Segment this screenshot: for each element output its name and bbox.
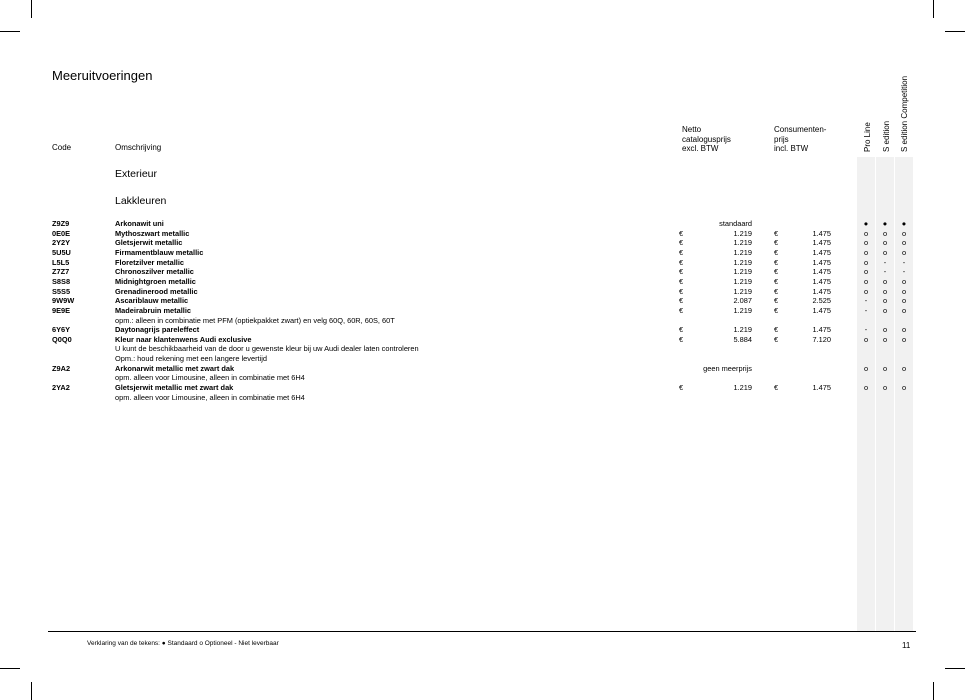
- table-row: [0, 219, 965, 229]
- availability-s-edition: o: [882, 247, 888, 257]
- euro-sign: €: [774, 247, 779, 257]
- availability-pro-line: -: [864, 296, 868, 306]
- table-row: [0, 306, 965, 316]
- euro-sign: €: [679, 325, 684, 335]
- euro-sign: €: [679, 286, 684, 296]
- net-price: 1.219: [733, 228, 752, 238]
- availability-pro-line: o: [863, 334, 869, 344]
- net-price: 2.087: [733, 296, 752, 306]
- euro-sign: €: [774, 286, 779, 296]
- consumer-price: 1.475: [812, 325, 831, 335]
- option-code: 5U5U: [52, 247, 71, 257]
- availability-s-edition-competition: o: [901, 276, 907, 286]
- availability-s-edition-competition: o: [901, 383, 907, 393]
- euro-sign: €: [679, 383, 684, 393]
- net-price: 5.884: [733, 334, 752, 344]
- consumer-price: 1.475: [812, 238, 831, 248]
- availability-s-edition: o: [882, 228, 888, 238]
- table-row: [0, 238, 965, 248]
- option-code: S5S5: [52, 286, 71, 296]
- consumer-price: 1.475: [812, 228, 831, 238]
- option-description: Chronoszilver metallic: [115, 267, 194, 277]
- net-price: 1.219: [733, 267, 752, 277]
- option-code: 9E9E: [52, 305, 71, 315]
- euro-sign: €: [774, 296, 779, 306]
- note-text: opm. alleen voor Limousine, alleen in combinatie met 6H4: [115, 373, 305, 383]
- consumer-price: 1.475: [812, 267, 831, 277]
- table-row: [0, 325, 965, 335]
- availability-s-edition-competition: ●: [901, 219, 907, 228]
- option-description: Arkonarwit metallic met zwart dak: [115, 363, 235, 373]
- euro-sign: €: [774, 276, 779, 286]
- availability-s-edition-competition: o: [901, 228, 907, 238]
- note-row: [0, 344, 965, 354]
- availability-s-edition-competition: o: [901, 334, 907, 344]
- crop-mark: [933, 0, 934, 18]
- availability-s-edition: ●: [882, 219, 888, 228]
- crop-mark: [31, 682, 32, 700]
- option-code: Z7Z7: [52, 267, 70, 277]
- euro-sign: €: [679, 334, 684, 344]
- table-row: [0, 258, 965, 268]
- option-description: Ascariblauw metallic: [115, 296, 189, 306]
- availability-s-edition: o: [882, 325, 888, 335]
- header-s-edition: S edition: [882, 120, 891, 152]
- net-price: 1.219: [733, 305, 752, 315]
- page-number: 11: [902, 641, 911, 650]
- availability-s-edition: -: [883, 257, 887, 267]
- option-description: Madeirabruin metallic: [115, 305, 191, 315]
- availability-pro-line: o: [863, 383, 869, 393]
- availability-pro-line: o: [863, 286, 869, 296]
- table-row: [0, 296, 965, 306]
- euro-sign: €: [679, 228, 684, 238]
- consumer-price: 1.475: [812, 383, 831, 393]
- option-description: Midnightgroen metallic: [115, 276, 196, 286]
- crop-mark: [0, 31, 20, 32]
- net-price: standaard: [719, 219, 752, 228]
- euro-sign: €: [774, 334, 779, 344]
- availability-s-edition-competition: o: [901, 325, 907, 335]
- option-code: 2Y2Y: [52, 238, 71, 248]
- option-code: S8S8: [52, 276, 71, 286]
- option-description: Daytonagrijs pareleffect: [115, 325, 200, 335]
- euro-sign: €: [774, 305, 779, 315]
- availability-s-edition: o: [882, 296, 888, 306]
- crop-mark: [933, 682, 934, 700]
- table-row: [0, 248, 965, 258]
- availability-pro-line: o: [863, 247, 869, 257]
- header-net-line: Netto: [682, 125, 702, 134]
- euro-sign: €: [679, 267, 684, 277]
- consumer-price: 1.475: [812, 305, 831, 315]
- option-code: 6Y6Y: [52, 325, 71, 335]
- table-row: [0, 364, 965, 374]
- section-paint-colors: Lakkleuren: [115, 195, 167, 207]
- net-price: 1.219: [733, 325, 752, 335]
- option-code: 2YA2: [52, 383, 70, 393]
- euro-sign: €: [679, 296, 684, 306]
- note-row: [0, 316, 965, 326]
- header-net-price: [682, 125, 731, 154]
- net-price: 1.219: [733, 257, 752, 267]
- availability-pro-line: -: [864, 305, 868, 315]
- availability-pro-line: o: [863, 276, 869, 286]
- availability-pro-line: ●: [863, 219, 869, 228]
- availability-pro-line: o: [863, 363, 869, 373]
- availability-s-edition: o: [882, 305, 888, 315]
- availability-s-edition: -: [883, 267, 887, 277]
- option-description: Mythoszwart metallic: [115, 228, 190, 238]
- header-code: Code: [52, 143, 72, 152]
- net-price: geen meerprijs: [703, 363, 752, 373]
- header-description: Omschrijving: [115, 143, 162, 152]
- option-code: Z9Z9: [52, 219, 70, 228]
- availability-pro-line: o: [863, 228, 869, 238]
- section-exterior: Exterieur: [115, 168, 158, 180]
- note-text: U kunt de beschikbaarheid van de door u gewenste kleur bij uw Audi dealer laten controleren: [115, 344, 419, 354]
- availability-pro-line: -: [864, 325, 868, 335]
- availability-pro-line: o: [863, 267, 869, 277]
- header-pro-line: Pro Line: [863, 122, 872, 152]
- option-description: Floretzilver metallic: [115, 257, 185, 267]
- header-consumer-line: incl. BTW: [774, 144, 809, 153]
- header-s-edition-competition: S edition Competition: [900, 75, 909, 152]
- availability-pro-line: o: [863, 238, 869, 248]
- availability-s-edition-competition: o: [901, 238, 907, 248]
- consumer-price: 2.525: [812, 296, 831, 306]
- note-text: Opm.: houd rekening met een langere levertijd: [115, 354, 268, 364]
- note-row: [0, 373, 965, 383]
- option-description: Gletsjerwit metallic: [115, 238, 183, 248]
- net-price: 1.219: [733, 383, 752, 393]
- header-consumer-price: [774, 125, 826, 154]
- consumer-price: 7.120: [812, 334, 831, 344]
- note-text: opm. alleen voor Limousine, alleen in combinatie met 6H4: [115, 392, 305, 402]
- euro-sign: €: [679, 238, 684, 248]
- header-net-line: excl. BTW: [682, 144, 719, 153]
- option-code: Z9A2: [52, 363, 71, 373]
- crop-mark: [945, 31, 965, 32]
- note-row: [0, 354, 965, 364]
- crop-mark: [0, 668, 20, 669]
- euro-sign: €: [774, 325, 779, 335]
- availability-s-edition-competition: -: [902, 267, 906, 277]
- option-code: L5L5: [52, 257, 70, 267]
- euro-sign: €: [774, 228, 779, 238]
- header-consumer-line: Consumenten-: [774, 125, 827, 134]
- net-price: 1.219: [733, 247, 752, 257]
- availability-s-edition-competition: o: [901, 305, 907, 315]
- table-row: [0, 267, 965, 277]
- availability-s-edition-competition: -: [902, 257, 906, 267]
- euro-sign: €: [774, 383, 779, 393]
- consumer-price: 1.475: [812, 276, 831, 286]
- euro-sign: €: [774, 257, 779, 267]
- euro-sign: €: [679, 305, 684, 315]
- consumer-price: 1.475: [812, 257, 831, 267]
- availability-s-edition-competition: o: [901, 363, 907, 373]
- consumer-price: 1.475: [812, 247, 831, 257]
- availability-s-edition-competition: o: [901, 286, 907, 296]
- header-net-line: catalogusprijs: [682, 134, 731, 144]
- availability-pro-line: o: [863, 257, 869, 267]
- page-title: Meeruitvoeringen: [52, 68, 153, 83]
- option-code: Q0Q0: [52, 334, 72, 344]
- net-price: 1.219: [733, 276, 752, 286]
- euro-sign: €: [774, 238, 779, 248]
- availability-s-edition: o: [882, 238, 888, 248]
- availability-s-edition-competition: o: [901, 296, 907, 306]
- availability-s-edition-competition: o: [901, 247, 907, 257]
- net-price: 1.219: [733, 286, 752, 296]
- table-row: [0, 277, 965, 287]
- note-text: opm.: alleen in combinatie met PFM (optiekpakket zwart) en velg 60Q, 60R, 60S, 60T: [115, 315, 395, 325]
- option-code: 0E0E: [52, 228, 71, 238]
- table-row: [0, 383, 965, 393]
- option-code: 9W9W: [52, 296, 75, 306]
- availability-s-edition: o: [882, 363, 888, 373]
- option-description: Arkonawit uni: [115, 219, 164, 228]
- availability-s-edition: o: [882, 334, 888, 344]
- crop-mark: [945, 668, 965, 669]
- table-row: [0, 229, 965, 239]
- availability-s-edition: o: [882, 276, 888, 286]
- euro-sign: €: [774, 267, 779, 277]
- crop-mark: [31, 0, 32, 18]
- footer-rule: [48, 631, 916, 632]
- note-row: [0, 393, 965, 403]
- table-row: [0, 287, 965, 297]
- euro-sign: €: [679, 247, 684, 257]
- option-description: Gletsjerwit metallic met zwart dak: [115, 383, 234, 393]
- option-description: Firmamentblauw metallic: [115, 247, 204, 257]
- availability-s-edition: o: [882, 286, 888, 296]
- availability-s-edition: o: [882, 383, 888, 393]
- option-description: Grenadinerood metallic: [115, 286, 198, 296]
- euro-sign: €: [679, 257, 684, 267]
- option-description: Kleur naar klantenwens Audi exclusive: [115, 334, 252, 344]
- legend: Verklaring van de tekens: ● Standaard o Optioneel - Niet leverbaar: [87, 640, 279, 647]
- net-price: 1.219: [733, 238, 752, 248]
- consumer-price: 1.475: [812, 286, 831, 296]
- table-row: [0, 335, 965, 345]
- euro-sign: €: [679, 276, 684, 286]
- header-consumer-line: prijs: [774, 134, 789, 144]
